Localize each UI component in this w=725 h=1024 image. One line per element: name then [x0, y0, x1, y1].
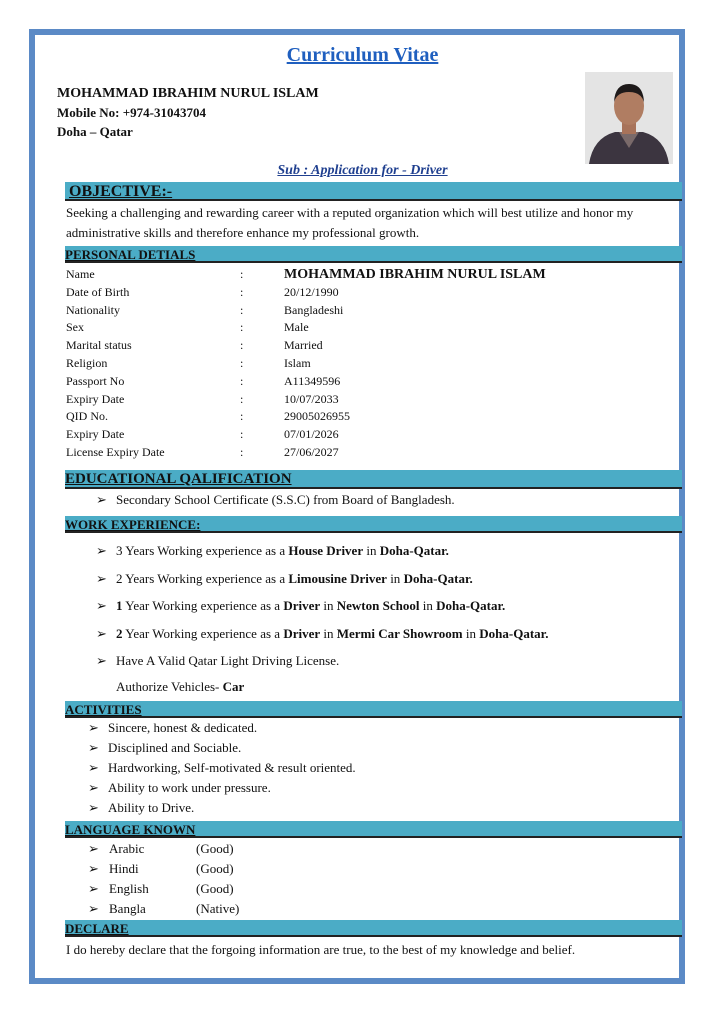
field-colon: : [240, 284, 244, 299]
language-level: (Good) [196, 881, 234, 896]
arrow-bullet-icon: ➢ [88, 861, 99, 876]
field-colon: : [240, 445, 244, 459]
field-label: QID No. [66, 409, 108, 424]
arrow-bullet-icon: ➢ [96, 492, 107, 507]
arrow-bullet-icon: ➢ [96, 653, 107, 668]
arrow-bullet-icon: ➢ [88, 841, 99, 856]
field-value: Male [284, 320, 309, 335]
field-colon: : [240, 338, 244, 353]
activity-item: ➢ Ability to Drive. [88, 800, 195, 815]
section-personal: PERSONAL DETIALS [65, 246, 682, 263]
work-item: ➢ 2 Year Working experience as a Driver in Mermi Car Showroom in Doha-Qatar. [96, 625, 549, 641]
objective-text: Seeking a challenging and rewarding career with a reputed organization which will best utilize and honor my administrative skills and therefore enhance my professional growth. [66, 205, 634, 240]
field-label: Nationality [66, 302, 120, 317]
field-label: Expiry Date [66, 391, 125, 406]
field-colon: : [240, 356, 244, 370]
arrow-bullet-icon: ➢ [88, 800, 99, 815]
section-declare: DECLARE [65, 920, 682, 937]
field-colon: : [240, 302, 244, 317]
field-label: Passport No [66, 373, 125, 388]
section-activities: ACTIVITIES [65, 701, 682, 718]
document-title: Curriculum Vitae [286, 44, 439, 66]
field-colon: : [240, 267, 244, 281]
language-name: Hindi [109, 861, 139, 876]
arrow-bullet-icon: ➢ [96, 625, 107, 641]
field-colon: : [240, 409, 244, 424]
list-item: ➢ Have A Valid Qatar Light Driving License. [96, 653, 340, 668]
language-item [88, 881, 234, 897]
language-level: (Good) [196, 861, 234, 876]
language-level: (Native) [196, 901, 240, 916]
language-name: Bangla [109, 901, 146, 916]
profile-photo [585, 72, 673, 164]
arrow-bullet-icon: ➢ [96, 543, 107, 558]
language-name: Arabic [109, 841, 145, 856]
field-value: 07/01/2026 [284, 427, 339, 442]
field-value: Bangladeshi [284, 302, 344, 317]
language-name: English [109, 881, 149, 896]
field-label: Expiry Date [66, 427, 125, 442]
language-level: (Good) [196, 841, 234, 856]
field-value: 20/12/1990 [284, 284, 339, 299]
list-item: ➢ Secondary School Certificate (S.S.C) from Board of Bangladesh. [96, 492, 455, 507]
activity-item: ➢ Ability to work under pressure. [88, 780, 271, 795]
location: Doha – Qatar [57, 124, 133, 139]
field-value: 29005026955 [284, 409, 350, 424]
arrow-bullet-icon: ➢ [88, 720, 99, 735]
work-item: ➢ 3 Years Working experience as a House Driver in Doha-Qatar. [96, 543, 449, 558]
field-value: 10/07/2033 [284, 391, 339, 406]
authorized-vehicles: Authorize Vehicles- Car [116, 679, 245, 694]
language-item [88, 861, 234, 877]
field-colon: : [240, 391, 244, 406]
arrow-bullet-icon: ➢ [96, 598, 107, 613]
activity-item: ➢ Disciplined and Sociable. [88, 740, 242, 755]
section-objective: OBJECTIVE:- [65, 182, 682, 201]
field-label: Name [66, 267, 95, 281]
field-label: License Expiry Date [66, 445, 165, 459]
field-label: Sex [66, 320, 84, 335]
field-label: Religion [66, 356, 108, 370]
arrow-bullet-icon: ➢ [88, 901, 99, 916]
field-value: Islam [284, 356, 311, 370]
field-value: Married [284, 338, 323, 353]
language-item [88, 841, 234, 857]
arrow-bullet-icon: ➢ [96, 570, 107, 586]
arrow-bullet-icon: ➢ [88, 780, 99, 795]
language-item [88, 901, 240, 917]
field-label: Marital status [66, 338, 132, 353]
mobile-number: Mobile No: +974-31043704 [57, 105, 206, 120]
work-item: ➢ 1 Year Working experience as a Driver in Newton School in Doha-Qatar. [96, 598, 506, 613]
field-colon: : [240, 320, 244, 335]
section-language: LANGUAGE KNOWN [65, 821, 682, 838]
field-colon: : [240, 373, 244, 388]
activity-item: ➢ Sincere, honest & dedicated. [88, 720, 258, 735]
work-item: ➢ 2 Years Working experience as a Limousine Driver in Doha-Qatar. [96, 570, 473, 586]
subject-line: Sub : Application for - Driver [277, 163, 448, 178]
applicant-name: MOHAMMAD IBRAHIM NURUL ISLAM [57, 86, 319, 101]
field-value: A11349596 [284, 373, 341, 388]
section-education: EDUCATIONAL QALIFICATION [65, 470, 682, 489]
declaration-text: I do hereby declare that the forgoing information are true, to the best of my knowledge and belief. [66, 942, 576, 957]
activity-item: ➢ Hardworking, Self-motivated & result oriented. [88, 760, 356, 775]
arrow-bullet-icon: ➢ [88, 760, 99, 775]
arrow-bullet-icon: ➢ [88, 740, 99, 755]
field-value: 27/06/2027 [284, 445, 339, 459]
field-colon: : [240, 427, 244, 442]
section-work: WORK EXPERIENCE: [65, 516, 682, 533]
arrow-bullet-icon: ➢ [88, 881, 99, 896]
field-label: Date of Birth [66, 284, 130, 299]
field-value: MOHAMMAD IBRAHIM NURUL ISLAM [284, 267, 546, 282]
